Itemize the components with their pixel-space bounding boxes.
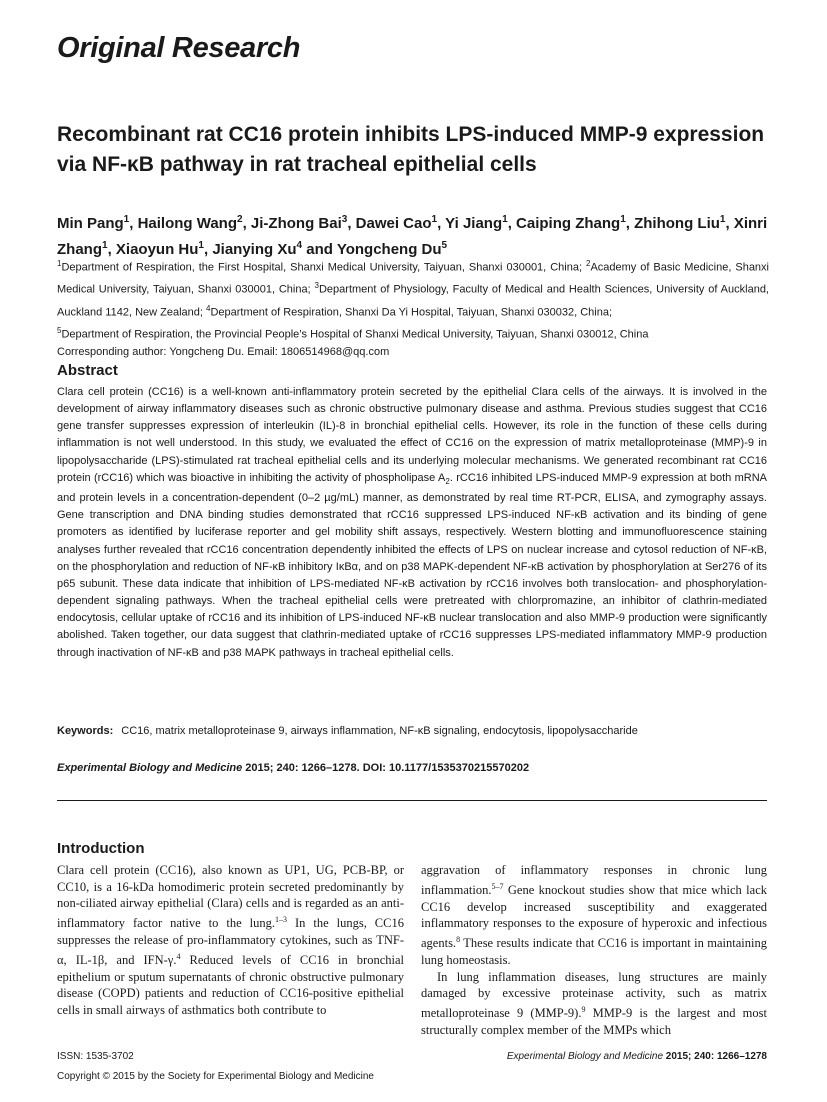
citation-ref[interactable]: 9 — [581, 1004, 586, 1014]
abstract-text: Clara cell protein (CC16) is a well-known anti-inflammatory protein secreted by the epithelial Clara cells of the airways. It is involved in the development of airway inflammatory diseases such as chronic obstructive pulmonary disease and asthma. Previous studies suggest that CC16 gene transfer suppresses expression of interleukin (IL)-8 in bronchial epithelial cells. However, its role in the function of these cells during inflammation is not well understood. In this study, we evaluated the effect of CC16 on the expression of matrix metalloproteinase (MMP)-9 in lipopolysaccharide (LPS)-stimulated rat tracheal epithelial cells and its underlying molecular mechanisms. We generated recombinant rat CC16 protein (rCC16) which was bioactive in inhibiting the activity of phospholipase $A_2$. rCC16 inhibited LPS-induced MMP-9 expression at both mRNA and protein levels in a concentration-dependent (0–2 µg/mL) manner, as demonstrated by real time RT-PCR, ELISA, and zymography assays. Gene transcription and DNA binding studies demonstrated that rCC16 suppressed LPS-induced NF-κB activation and its binding of gene promoters as identified by luciferase reporter and gel mobility shift assays, respectively. Western blotting and immunofluorescence staining analyses further revealed that rCC16 concentration dependently inhibited the effects of LPS on nuclear increase and cytosol reduction of NF-κB, on the phosphorylation and reduction of NF-κB inhibitory IκBα, and on p38 MAPK-dependent NF-κB activation by phosphorylation at Ser276 of its p65 subunit. These data indicate that inhibition of LPS-mediated NF-κB activation by rCC16 involves both translocation- and phosphorylation-dependent signaling pathways. When the tracheal epithelial cells were pretreated with chlorpromazine, an inhibitor of clathrin-mediated endocytosis, cellular uptake of rCC16 and its inhibition of LPS-induced NF-κB nuclear translocation and also MMP-9 production were significantly abolished. Taken together, our data suggest that clathrin-mediated uptake of rCC16 suppresses LPS-mediated inflammatory MMP-9 production through inactivation of NF-κB and p38 MAPK pathways in tracheal epithelial cells. — [57, 386, 767, 659]
intro-column-right — [421, 862, 767, 1039]
section-label: Original Research — [57, 32, 301, 64]
authors-and: and — [306, 241, 333, 258]
author-list: Min Pang$^1$, Hailong Wang$^2$, Ji-Zhong Bai$^3$, Dawei Cao$^1$, Yi Jiang$^1$, Caiping Zhang$^1$, Zhihong Liu$^1$, Xinri Zhang$^1$, Xiaoyun Hu$^1$, Jianying Xu$^4$ and Yongcheng Du$^5$ — [57, 214, 768, 258]
citation-ref[interactable]: 1–3 — [274, 915, 287, 925]
author[interactable]: Yi Jiang$^1$ — [445, 214, 508, 232]
author[interactable]: Ji-Zhong Bai$^3$ — [250, 214, 348, 232]
keywords-text: CC16, matrix metalloproteinase 9, airways inflammation, NF-κB signaling, endocytosis, lipopolysaccharide — [121, 725, 638, 737]
author[interactable]: Xinri Zhang$^1$ — [57, 215, 768, 258]
author[interactable]: Xiaoyun Hu$^1$ — [115, 240, 204, 258]
corresponding-author[interactable]: Corresponding author: Yongcheng Du. Email: 1806514968@qq.com — [57, 346, 390, 358]
footer-copyright: Copyright © 2015 by the Society for Experimental Biology and Medicine — [57, 1071, 374, 1082]
author[interactable]: Jianying Xu$^4$ — [212, 240, 303, 258]
citation[interactable]: Experimental Biology and Medicine 2015; 240: 1266–1278. DOI: 10.1177/1535370215570202 — [57, 762, 530, 774]
paragraph: In lung inflammation diseases, lung structures are mainly damaged by excessive proteinase activity, such as matrix metalloproteinase 9 (MMP-9).$^9$ MMP-9 is the largest and most structurally complex member of the MMPs which — [421, 969, 767, 1037]
abstract-heading: Abstract — [57, 362, 118, 379]
footer-issn: ISSN: 1535-3702 — [57, 1051, 134, 1062]
keywords-label: Keywords: — [57, 725, 114, 737]
affiliations: $^1$Department of Respiration, the First Hospital, Shanxi Medical University, Taiyuan, Shanxi 030001, China; $^2$Academy of Basic Medicine, Shanxi Medical University, Taiyuan, Shanxi 030001, China; $^3$Department of Physiology, Faculty of Medical and Health Sciences, University of Auckland, Auckland 1142, New Zealand; $^4$Department of Respiration, Shanxi Da Yi Hospital, Taiyuan, Shanxi 030032, China; $^5$Department of Respiration, the Provincial People’s Hospital of Shanxi Medical University, Taiyuan, Shanxi 030012, China Corresponding author: Yongcheng Du. Email: 1806514968@qq.com — [57, 259, 769, 358]
intro-column-left: Clara cell protein (CC16), also known as UP1, UG, PCB-BP, or CC10, is a 16-kDa homodimeric protein secreted predominantly by non-ciliated airway epithelial (Clara) cells and is regarded as an anti-inflammatory factor native to the lung.$^{1-3}$ In the lungs, CC16 suppresses the release of pro-inflammatory cytokines, such as TNF-α, IL-1β, and IFN-γ.$^4$ Reduced levels of CC16 in bronchial epithelium or sputum supernatants of chronic obstructive pulmonary disease (COPD) patients and reduction of CC16-positive epithelial cells in small airways of asthmatics both contribute to — [57, 863, 405, 1017]
citation-ref[interactable]: 5–7 — [491, 881, 504, 891]
paragraph: aggravation of inflammatory responses in chronic lung inflammation.$^{5-7}$ Gene knockout studies show that mice which lack CC16 develop increased susceptibility and exaggerated inflammatory responses to the exposure of hyperoxic and infectious agents.$^8$ These results indicate that CC16 is important in maintaining lung homeostasis. — [421, 863, 767, 967]
divider — [57, 800, 767, 801]
keywords — [57, 725, 767, 737]
citation-ref[interactable]: 4 — [176, 951, 181, 961]
author[interactable]: Caiping Zhang$^1$ — [516, 214, 626, 232]
article-title: Recombinant rat CC16 protein inhibits LPS-induced MMP-9 expression via NF-κB pathway in rat tracheal epithelial cells — [57, 123, 765, 176]
author[interactable]: Yongcheng Du$^5$ — [336, 240, 448, 258]
author[interactable]: Zhihong Liu$^1$ — [634, 214, 726, 232]
author[interactable]: Hailong Wang$^2$ — [137, 214, 243, 232]
author[interactable]: Dawei Cao$^1$ — [355, 214, 438, 232]
introduction-heading: Introduction — [57, 840, 145, 857]
citation-ref[interactable]: 8 — [456, 934, 461, 944]
author[interactable]: Min Pang$^1$ — [57, 214, 130, 232]
footer-journal: Experimental Biology and Medicine 2015; 240: 1266–1278 — [506, 1051, 767, 1062]
